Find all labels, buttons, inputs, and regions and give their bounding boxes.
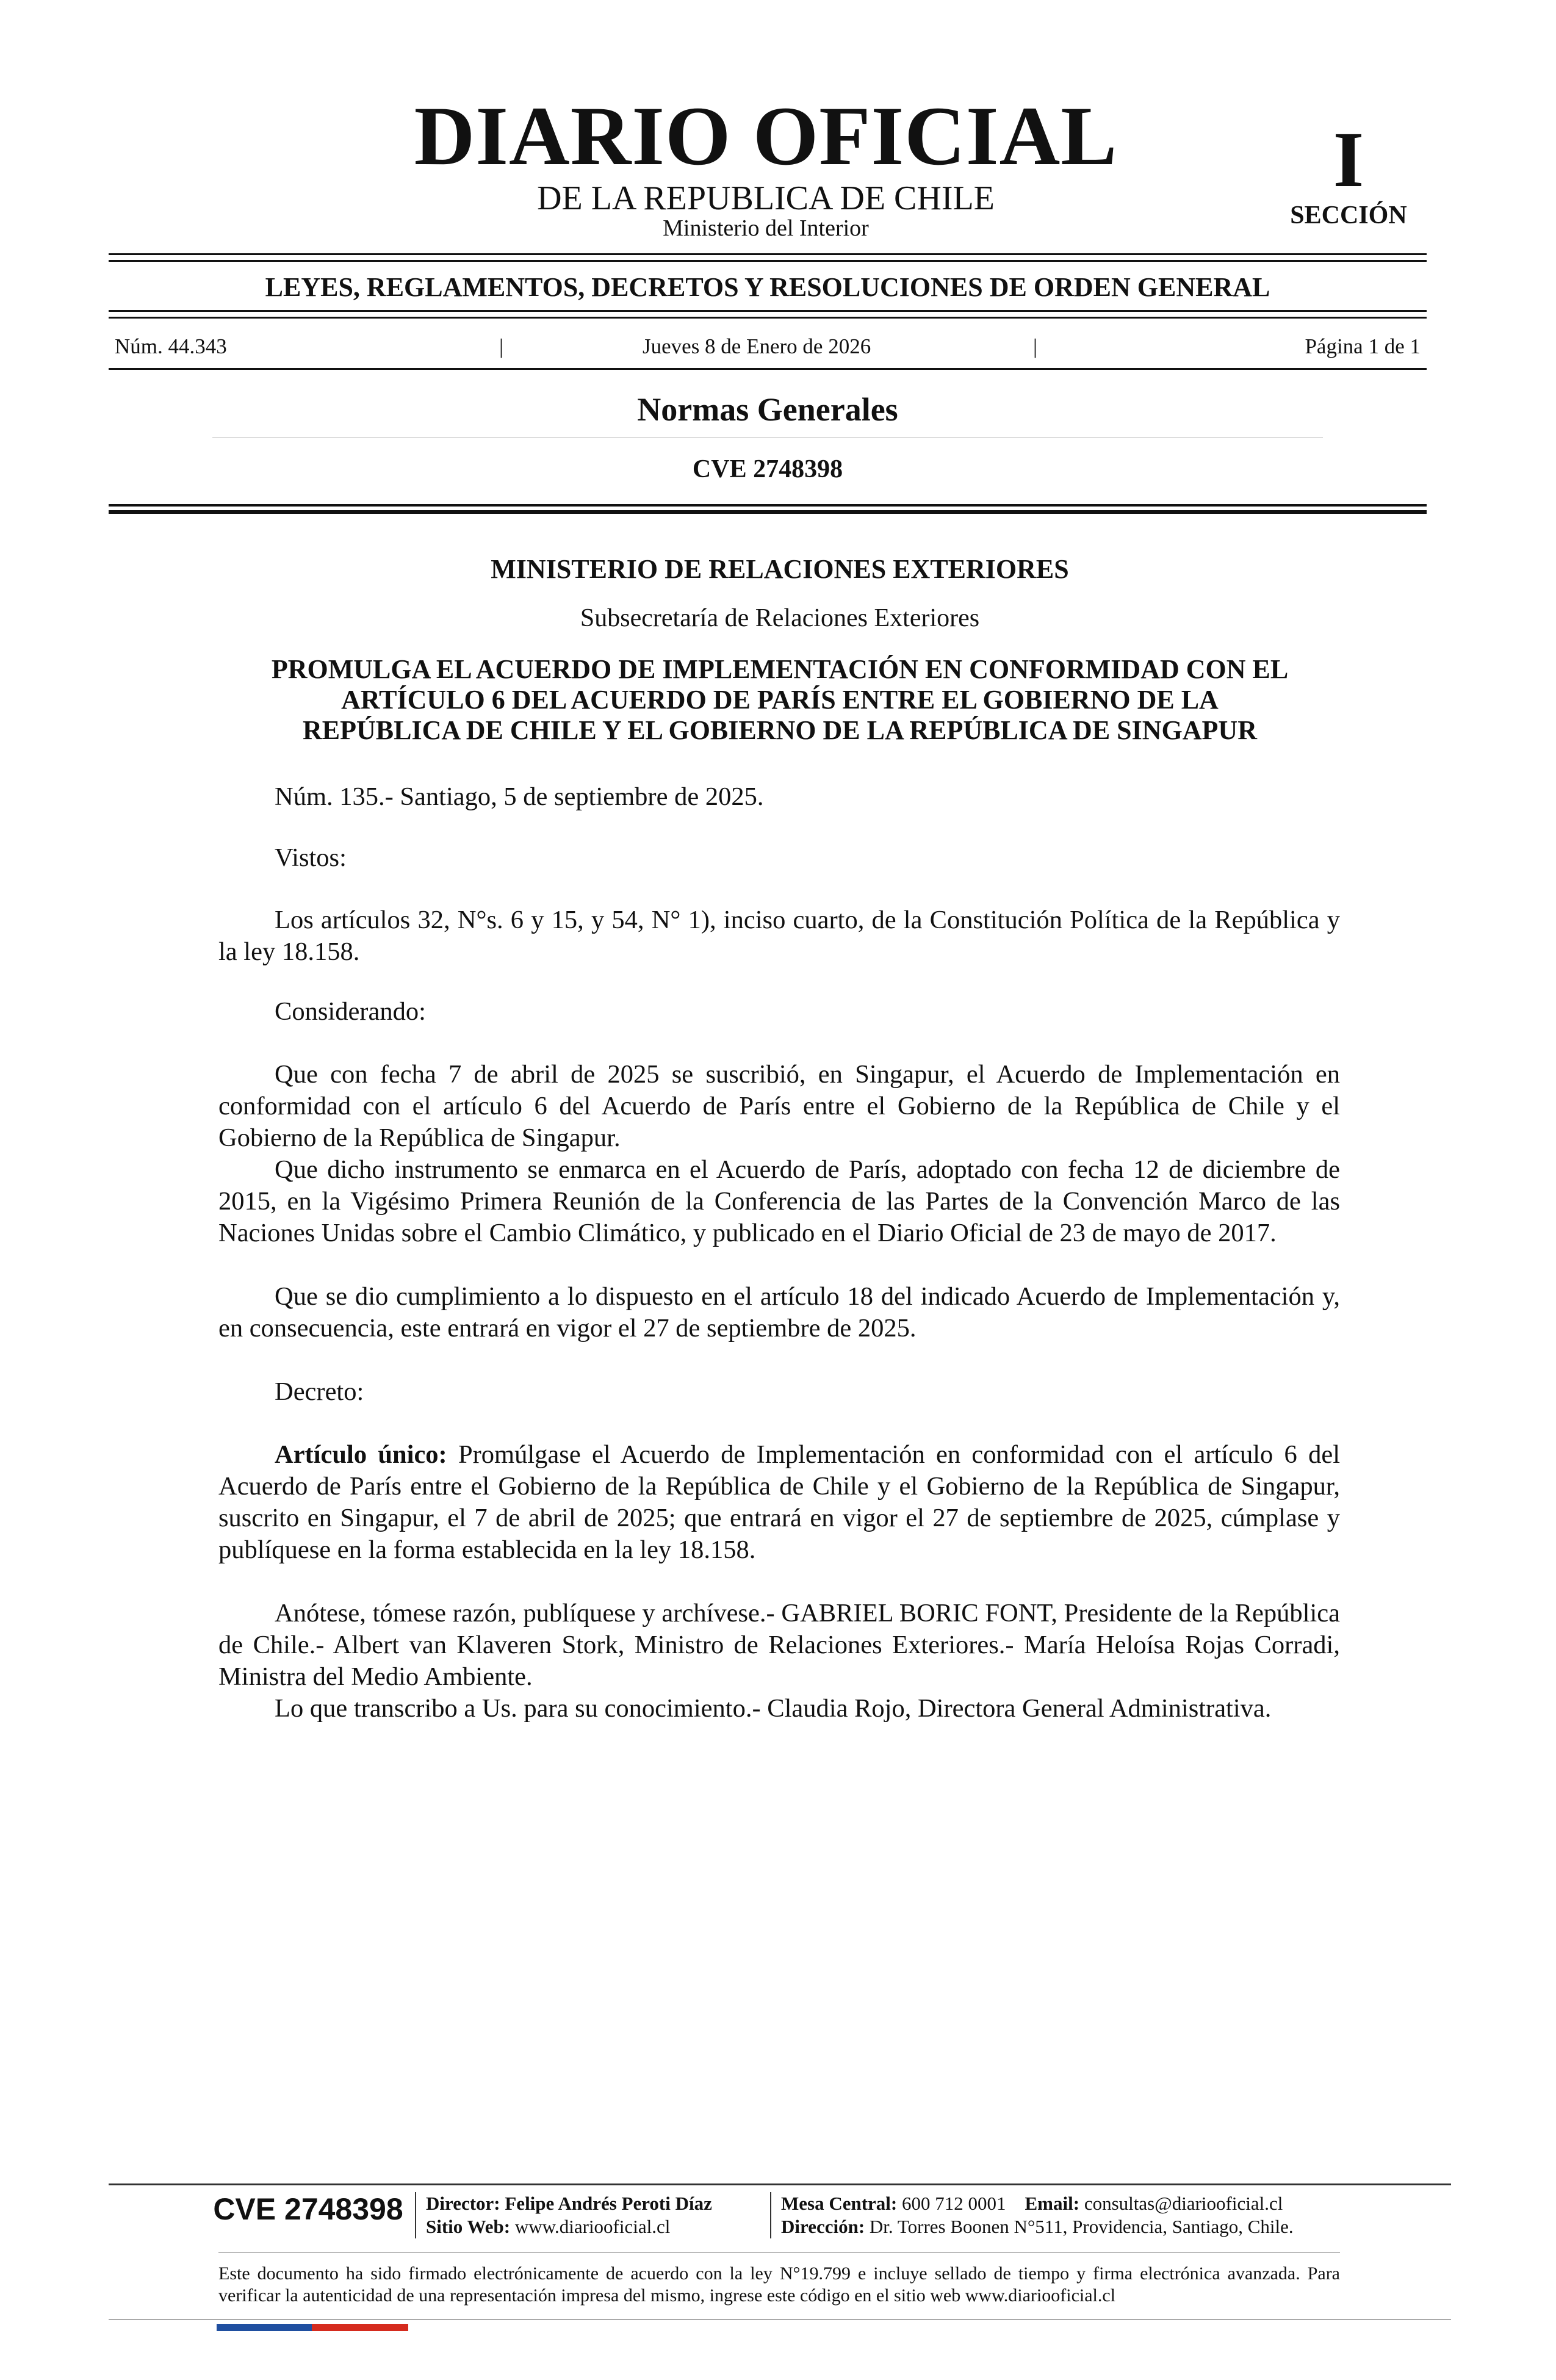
document-title-line: ARTÍCULO 6 DEL ACUERDO DE PARÍS ENTRE EL GOBIERNO DE LA	[341, 685, 1219, 715]
footer-director-line	[426, 2192, 774, 2215]
masthead-ministry: Ministerio del Interior	[663, 215, 869, 241]
footer-mesa-value: 600 712 0001	[902, 2193, 1006, 2214]
footer-email-link[interactable]: consultas@diariooficial.cl	[1084, 2193, 1283, 2214]
issue-page: Página 1 de 1	[1305, 334, 1421, 358]
footer-web-line	[426, 2215, 774, 2238]
articulo-paragraph	[218, 1439, 1340, 1566]
flag-stripe-red	[312, 2324, 408, 2331]
section-label: SECCIÓN	[1290, 201, 1407, 229]
footer-email-label: Email:	[1025, 2193, 1080, 2214]
issue-separator: |	[1033, 334, 1038, 358]
issue-date: Jueves 8 de Enero de 2026	[643, 334, 871, 358]
divider	[109, 368, 1427, 370]
divider	[109, 504, 1427, 507]
footer-legal-note: Este documento ha sido firmado electrónicamente de acuerdo con la ley N°19.799 e incluye sellado de tiempo y firma electrónica avanzada. Para verificar la autenticidad de una representación impresa del mismo, ingrese este código en el sitio web www.diariooficial.cl	[218, 2263, 1340, 2306]
document-title-line: REPÚBLICA DE CHILE Y EL GOBIERNO DE LA REPÚBLICA DE SINGAPUR	[303, 715, 1257, 745]
footer-address-line	[781, 2215, 1361, 2238]
section-number: I	[1333, 116, 1364, 204]
vistos-label: Vistos:	[275, 843, 347, 872]
divider	[109, 260, 1427, 262]
issue-number: Núm. 44.343	[115, 334, 227, 358]
footer-contact-line	[781, 2192, 1355, 2215]
footer-separator	[415, 2192, 416, 2238]
footer-mesa-label: Mesa Central:	[781, 2193, 898, 2214]
masthead-subtitle: DE LA REPUBLICA DE CHILE	[537, 179, 995, 217]
document-title-line: PROMULGA EL ACUERDO DE IMPLEMENTACIÓN EN CONFORMIDAD CON EL	[271, 654, 1289, 684]
considerando-label: Considerando:	[275, 997, 426, 1026]
divider	[212, 437, 1323, 438]
vistos-paragraph: Los artículos 32, N°s. 6 y 15, y 54, N° 1), inciso cuarto, de la Constitución Política de la República y la ley 18.158.	[218, 906, 1340, 966]
divider	[109, 317, 1427, 319]
category-heading: LEYES, REGLAMENTOS, DECRETOS Y RESOLUCIONES DE ORDEN GENERAL	[265, 272, 1270, 302]
articulo-label: Artículo único:	[275, 1440, 447, 1469]
footer-director-name: Felipe Andrés Peroti Díaz	[505, 2193, 712, 2214]
divider	[109, 310, 1427, 312]
closing-paragraph: Anótese, tómese razón, publíquese y archívese.- GABRIEL BORIC FONT, Presidente de la República de Chile.- Albert van Klaveren Stork, Ministro de Relaciones Exteriores.- María Heloísa Rojas Corradi, Ministra del Medio Ambiente.	[218, 1599, 1340, 1691]
flag-stripe-blue	[217, 2324, 312, 2331]
document-ministry: MINISTERIO DE RELACIONES EXTERIORES	[491, 554, 1069, 584]
decreto-label: Decreto:	[275, 1377, 364, 1406]
issue-separator: |	[499, 334, 504, 358]
footer-cve-code: CVE 2748398	[213, 2192, 403, 2226]
considerando-paragraph: Que dicho instrumento se enmarca en el Acuerdo de París, adoptado con fecha 12 de diciembre de 2015, en la Vigésimo Primera Reunión de la Conferencia de las Partes de la Convención Marco de las Naciones Unidas sobre el Cambio Climático, y publicado en el Diario Oficial de 23 de mayo de 2017.	[218, 1155, 1340, 1247]
cve-code: CVE 2748398	[692, 455, 843, 483]
footer-address-label: Dirección:	[781, 2216, 865, 2237]
footer-separator	[770, 2192, 771, 2238]
masthead-title: DIARIO OFICIAL	[414, 89, 1118, 182]
footer-divider	[109, 2319, 1451, 2320]
footer-divider	[109, 2183, 1451, 2185]
document-subsecretaria: Subsecretaría de Relaciones Exteriores	[580, 604, 980, 632]
footer-address-value: Dr. Torres Boonen N°511, Providencia, Santiago, Chile.	[869, 2216, 1294, 2237]
footer-web-link[interactable]: www.diariooficial.cl	[514, 2216, 671, 2237]
footer-divider	[218, 2252, 1340, 2253]
footer-director-label: Director:	[426, 2193, 500, 2214]
transcription-paragraph: Lo que transcribo a Us. para su conocimiento.- Claudia Rojo, Directora General Administrativa.	[275, 1694, 1272, 1723]
section-heading: Normas Generales	[637, 391, 898, 428]
articulo-text: Promúlgase el Acuerdo de Implementación en conformidad con el artículo 6 del Acuerdo de París entre el Gobierno de la República de Chile y el Gobierno de la República de Singapur, suscrito en Singapur, el 7 de abril de 2025; que entrará en vigor el 27 de septiembre de 2025, cúmplase y publíquese en la forma establecida en la ley 18.158.	[218, 1440, 1341, 1564]
considerando-paragraph: Que con fecha 7 de abril de 2025 se suscribió, en Singapur, el Acuerdo de Implementación en conformidad con el artículo 6 del Acuerdo de París entre el Gobierno de la República de Chile y el Gobierno de la República de Singapur.	[218, 1060, 1340, 1152]
considerando-paragraph: Que se dio cumplimiento a lo dispuesto en el artículo 18 del indicado Acuerdo de Implementación y, en consecuencia, este entrará en vigor el 27 de septiembre de 2025.	[218, 1282, 1340, 1343]
divider	[109, 510, 1427, 514]
divider	[109, 253, 1427, 255]
footer-web-label: Sitio Web:	[426, 2216, 511, 2237]
decree-number-date: Núm. 135.- Santiago, 5 de septiembre de 2025.	[275, 782, 764, 811]
